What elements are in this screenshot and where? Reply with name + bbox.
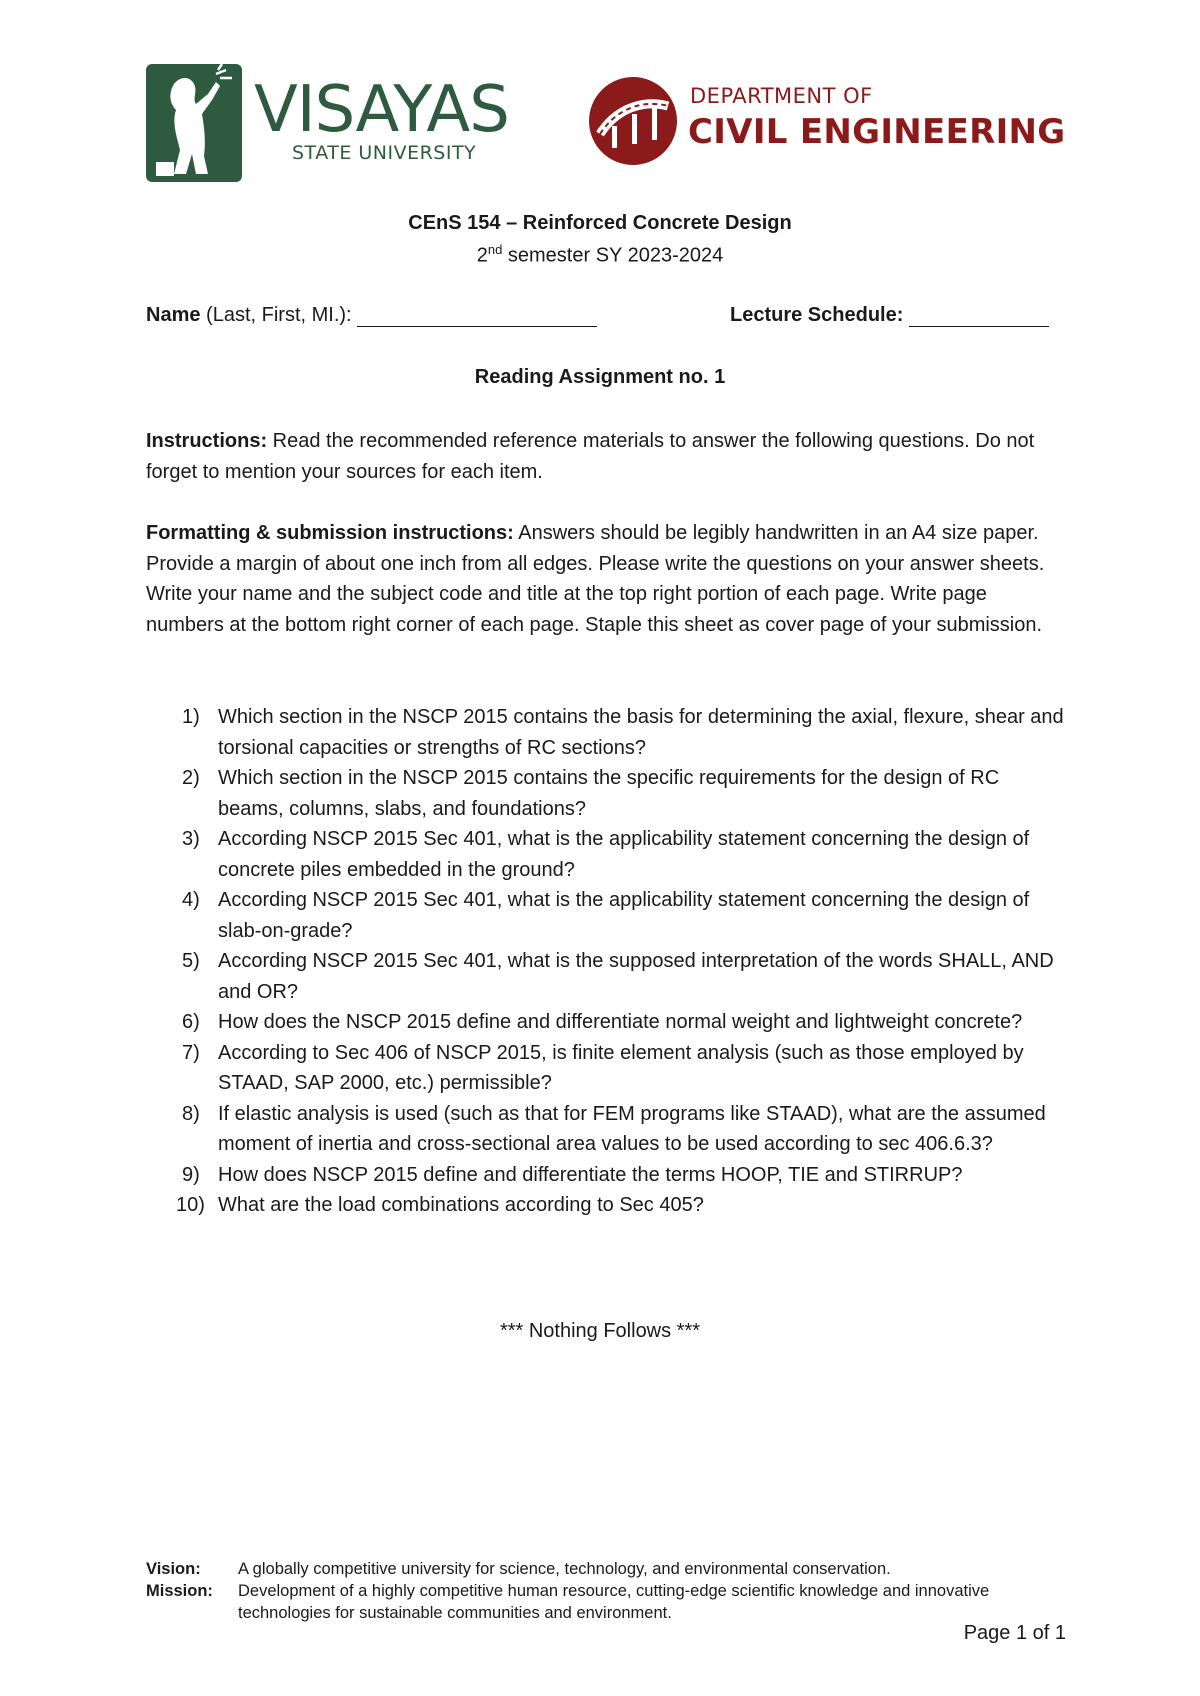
question-number: 8) (182, 1102, 200, 1125)
semester-line (0, 242, 1200, 268)
list-item (146, 824, 1066, 885)
question-number: 2) (182, 767, 200, 789)
question-text: What are the load combinations according to Sec 405? (218, 1194, 704, 1216)
department-logo-top-text: DEPARTMENT OF (690, 84, 873, 108)
schedule-field (730, 304, 1049, 327)
semester-ordinal: 2 (476, 244, 488, 267)
list-item (146, 763, 1066, 824)
question-list (146, 702, 1066, 1221)
assignment-title: Reading Assignment no. 1 (474, 366, 726, 388)
question-number: 10) (176, 1194, 205, 1216)
list-item (146, 1038, 1066, 1099)
question-text: Which section in the NSCP 2015 contains the basis for determining the axial, flexure, shear and torsional capacities or strengths of RC sections? (218, 706, 1064, 759)
question-text: How does the NSCP 2015 define and differentiate normal weight and lightweight concrete? (218, 1011, 1023, 1033)
name-label: Name (146, 304, 201, 326)
question-number: 7) (182, 1041, 200, 1064)
semester-rest: semester SY 2023-2024 (502, 244, 724, 267)
page-number: Page 1 of 1 (963, 1622, 1066, 1644)
instructions-label: Instructions: (146, 430, 268, 452)
question-text: According NSCP 2015 Sec 401, what is the supposed interpretation of the words SHALL, AND and OR? (218, 950, 1054, 1003)
question-text: How does NSCP 2015 define and differentiate the terms HOOP, TIE and STIRRUP? (218, 1163, 963, 1186)
list-item (146, 1160, 1066, 1191)
instructions-paragraph (146, 426, 1066, 487)
question-text: Which section in the NSCP 2015 contains the specific requirements for the design of RC beams, columns, slabs, and foundations? (218, 767, 1000, 820)
list-item (146, 946, 1066, 1007)
course-title: CEnS 154 – Reinforced Concrete Design (408, 212, 792, 234)
vision-text: A globally competitive university for science, technology, and environmental conservation. (238, 1560, 891, 1578)
university-logo-text: VISAYAS (254, 73, 509, 147)
question-text: According NSCP 2015 Sec 401, what is the applicability statement concerning the design of concrete piles embedded in the ground? (218, 828, 1030, 881)
question-number: 3) (182, 828, 200, 850)
schedule-blank[interactable] (909, 306, 1049, 327)
formatting-label: Formatting & submission instructions: (146, 522, 514, 544)
question-text: If elastic analysis is used (such as that for FEM programs like STAAD), what are the assumed moment of inertia and cross-sectional area values to be used according to sec 406.6.3? (218, 1102, 1046, 1155)
list-item (146, 1190, 1066, 1221)
list-item (146, 1007, 1066, 1038)
schedule-label: Lecture Schedule: (730, 304, 904, 326)
nothing-follows-note: *** Nothing Follows *** (499, 1320, 701, 1342)
question-number: 1) (182, 706, 200, 728)
department-logo (588, 76, 1068, 168)
university-logo-subtext: STATE UNIVERSITY (292, 142, 477, 164)
name-field (146, 304, 597, 327)
mission-text: Development of a highly competitive human resource, cutting-edge scientific knowledge and innovative technologies for sustainable communities and environment. (238, 1582, 990, 1622)
department-logo-main-text: CIVIL ENGINEERING (688, 112, 1066, 152)
name-blank[interactable] (357, 306, 597, 327)
question-number: 6) (182, 1011, 200, 1033)
formatting-paragraph (146, 518, 1066, 640)
name-hint: (Last, First, MI.): (200, 304, 358, 326)
university-emblem-icon (146, 64, 242, 182)
bridge-emblem-icon (588, 76, 678, 166)
vision-label: Vision: (146, 1560, 201, 1578)
question-text: According to Sec 406 of NSCP 2015, is finite element analysis (such as those employed by STAAD, SAP 2000, etc.) permissible? (218, 1041, 1024, 1094)
list-item (146, 702, 1066, 763)
list-item (146, 885, 1066, 946)
mission-label: Mission: (146, 1582, 213, 1600)
list-item (146, 1099, 1066, 1160)
instructions-text: Read the recommended reference materials to answer the following questions. Do not forget to mention your sources for each item. (146, 430, 1035, 483)
question-number: 5) (182, 950, 200, 972)
university-logo (146, 64, 509, 182)
formatting-text: Answers should be legibly handwritten in an A4 size paper. Provide a margin of about one inch from all edges. Please write the questions on your answer sheets. Write your name and the subject code and title at the top right portion of each page. Write page numbers at the bottom right corner of each page. Staple this sheet as cover page of your submission. (146, 522, 1045, 636)
question-number: 9) (182, 1163, 200, 1186)
question-text: According NSCP 2015 Sec 401, what is the applicability statement concerning the design of slab-on-grade? (218, 889, 1030, 942)
question-number: 4) (182, 889, 200, 911)
semester-suffix: nd (487, 242, 503, 257)
